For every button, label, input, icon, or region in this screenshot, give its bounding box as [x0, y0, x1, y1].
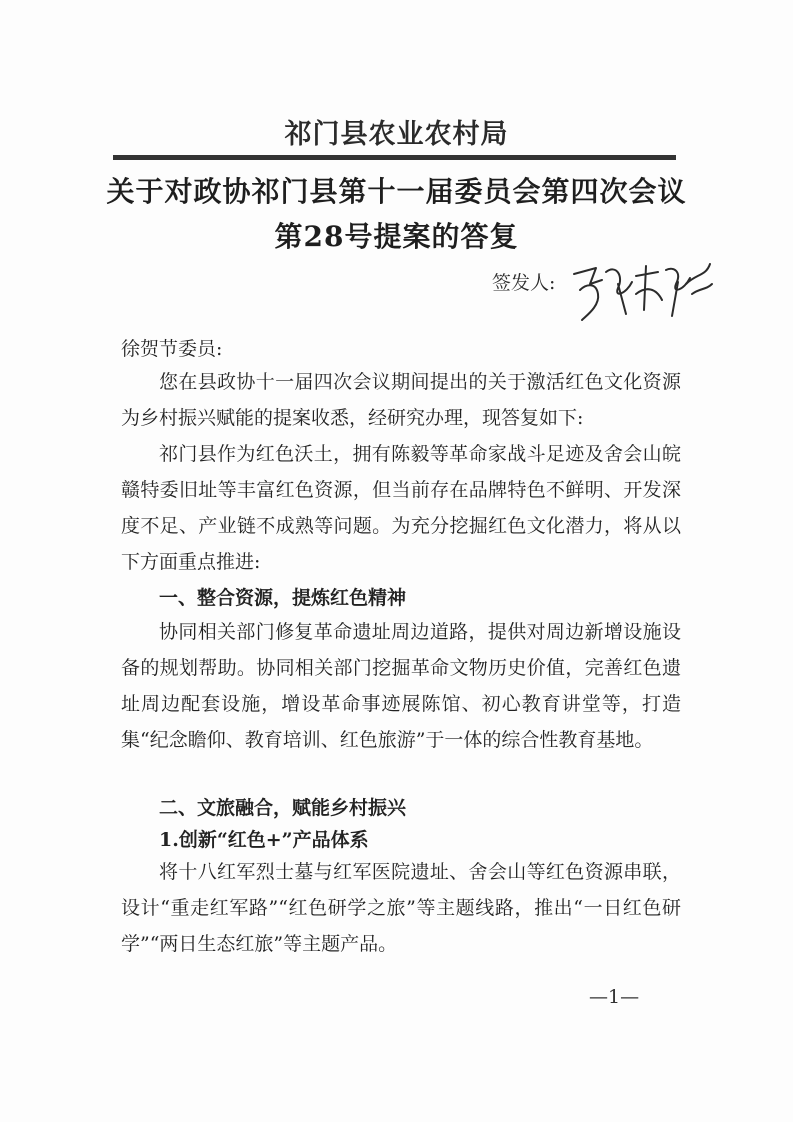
issuing-organization: 祁门县农业农村局	[284, 119, 509, 150]
section-heading	[121, 790, 681, 826]
subsection-heading	[121, 822, 681, 858]
section-heading	[121, 580, 681, 616]
document-title-line-1: 关于对政协祁门县第十一届委员会第四次会议	[106, 175, 687, 208]
body-paragraph	[121, 614, 681, 758]
section-heading-text: 一、整合资源，提炼红色精神	[159, 587, 407, 609]
paragraph-text: 您在县政协十一届四次会议期间提出的关于激活红色文化资源为乡村振兴赋能的提案收悉，经研究办理，现答复如下:	[121, 371, 681, 429]
document-title-line-2: 第28号提案的答复	[274, 220, 519, 253]
header-divider-line	[113, 155, 676, 160]
paragraph-text: 将十八红军烈士墓与红军医院遗址、舍会山等红色资源串联，设计“重走红军路”“红色研学之旅”等主题线路，推出“一日红色研学”“两日生态红旅”等主题产品。	[121, 861, 681, 955]
body-paragraph	[121, 436, 681, 580]
subsection-heading-text: 1.创新“红色+”产品体系	[159, 829, 369, 851]
handwritten-signature	[566, 254, 716, 324]
salutation: 徐贺节委员:	[121, 338, 223, 360]
body-paragraph	[121, 364, 681, 436]
body-paragraph	[121, 854, 681, 962]
paragraph-text: 祁门县作为红色沃土，拥有陈毅等革命家战斗足迹及舍会山皖赣特委旧址等丰富红色资源，但当前存在品牌特色不鲜明、开发深度不足、产业链不成熟等问题。为充分挖掘红色文化潜力，将从以下方面重点推进:	[121, 443, 681, 573]
paragraph-text: 协同相关部门修复革命遗址周边道路，提供对周边新增设施设备的规划帮助。协同相关部门挖掘革命文物历史价值，完善红色遗址周边配套设施，增设革命事迹展陈馆、初心教育讲堂等，打造集“纪念瞻仰、教育培训、红色旅游”于一体的综合性教育基地。	[121, 621, 681, 751]
section-heading-text: 二、文旅融合，赋能乡村振兴	[159, 797, 407, 819]
page-number: —1—	[589, 986, 640, 1008]
signer-label: 签发人:	[492, 272, 556, 294]
